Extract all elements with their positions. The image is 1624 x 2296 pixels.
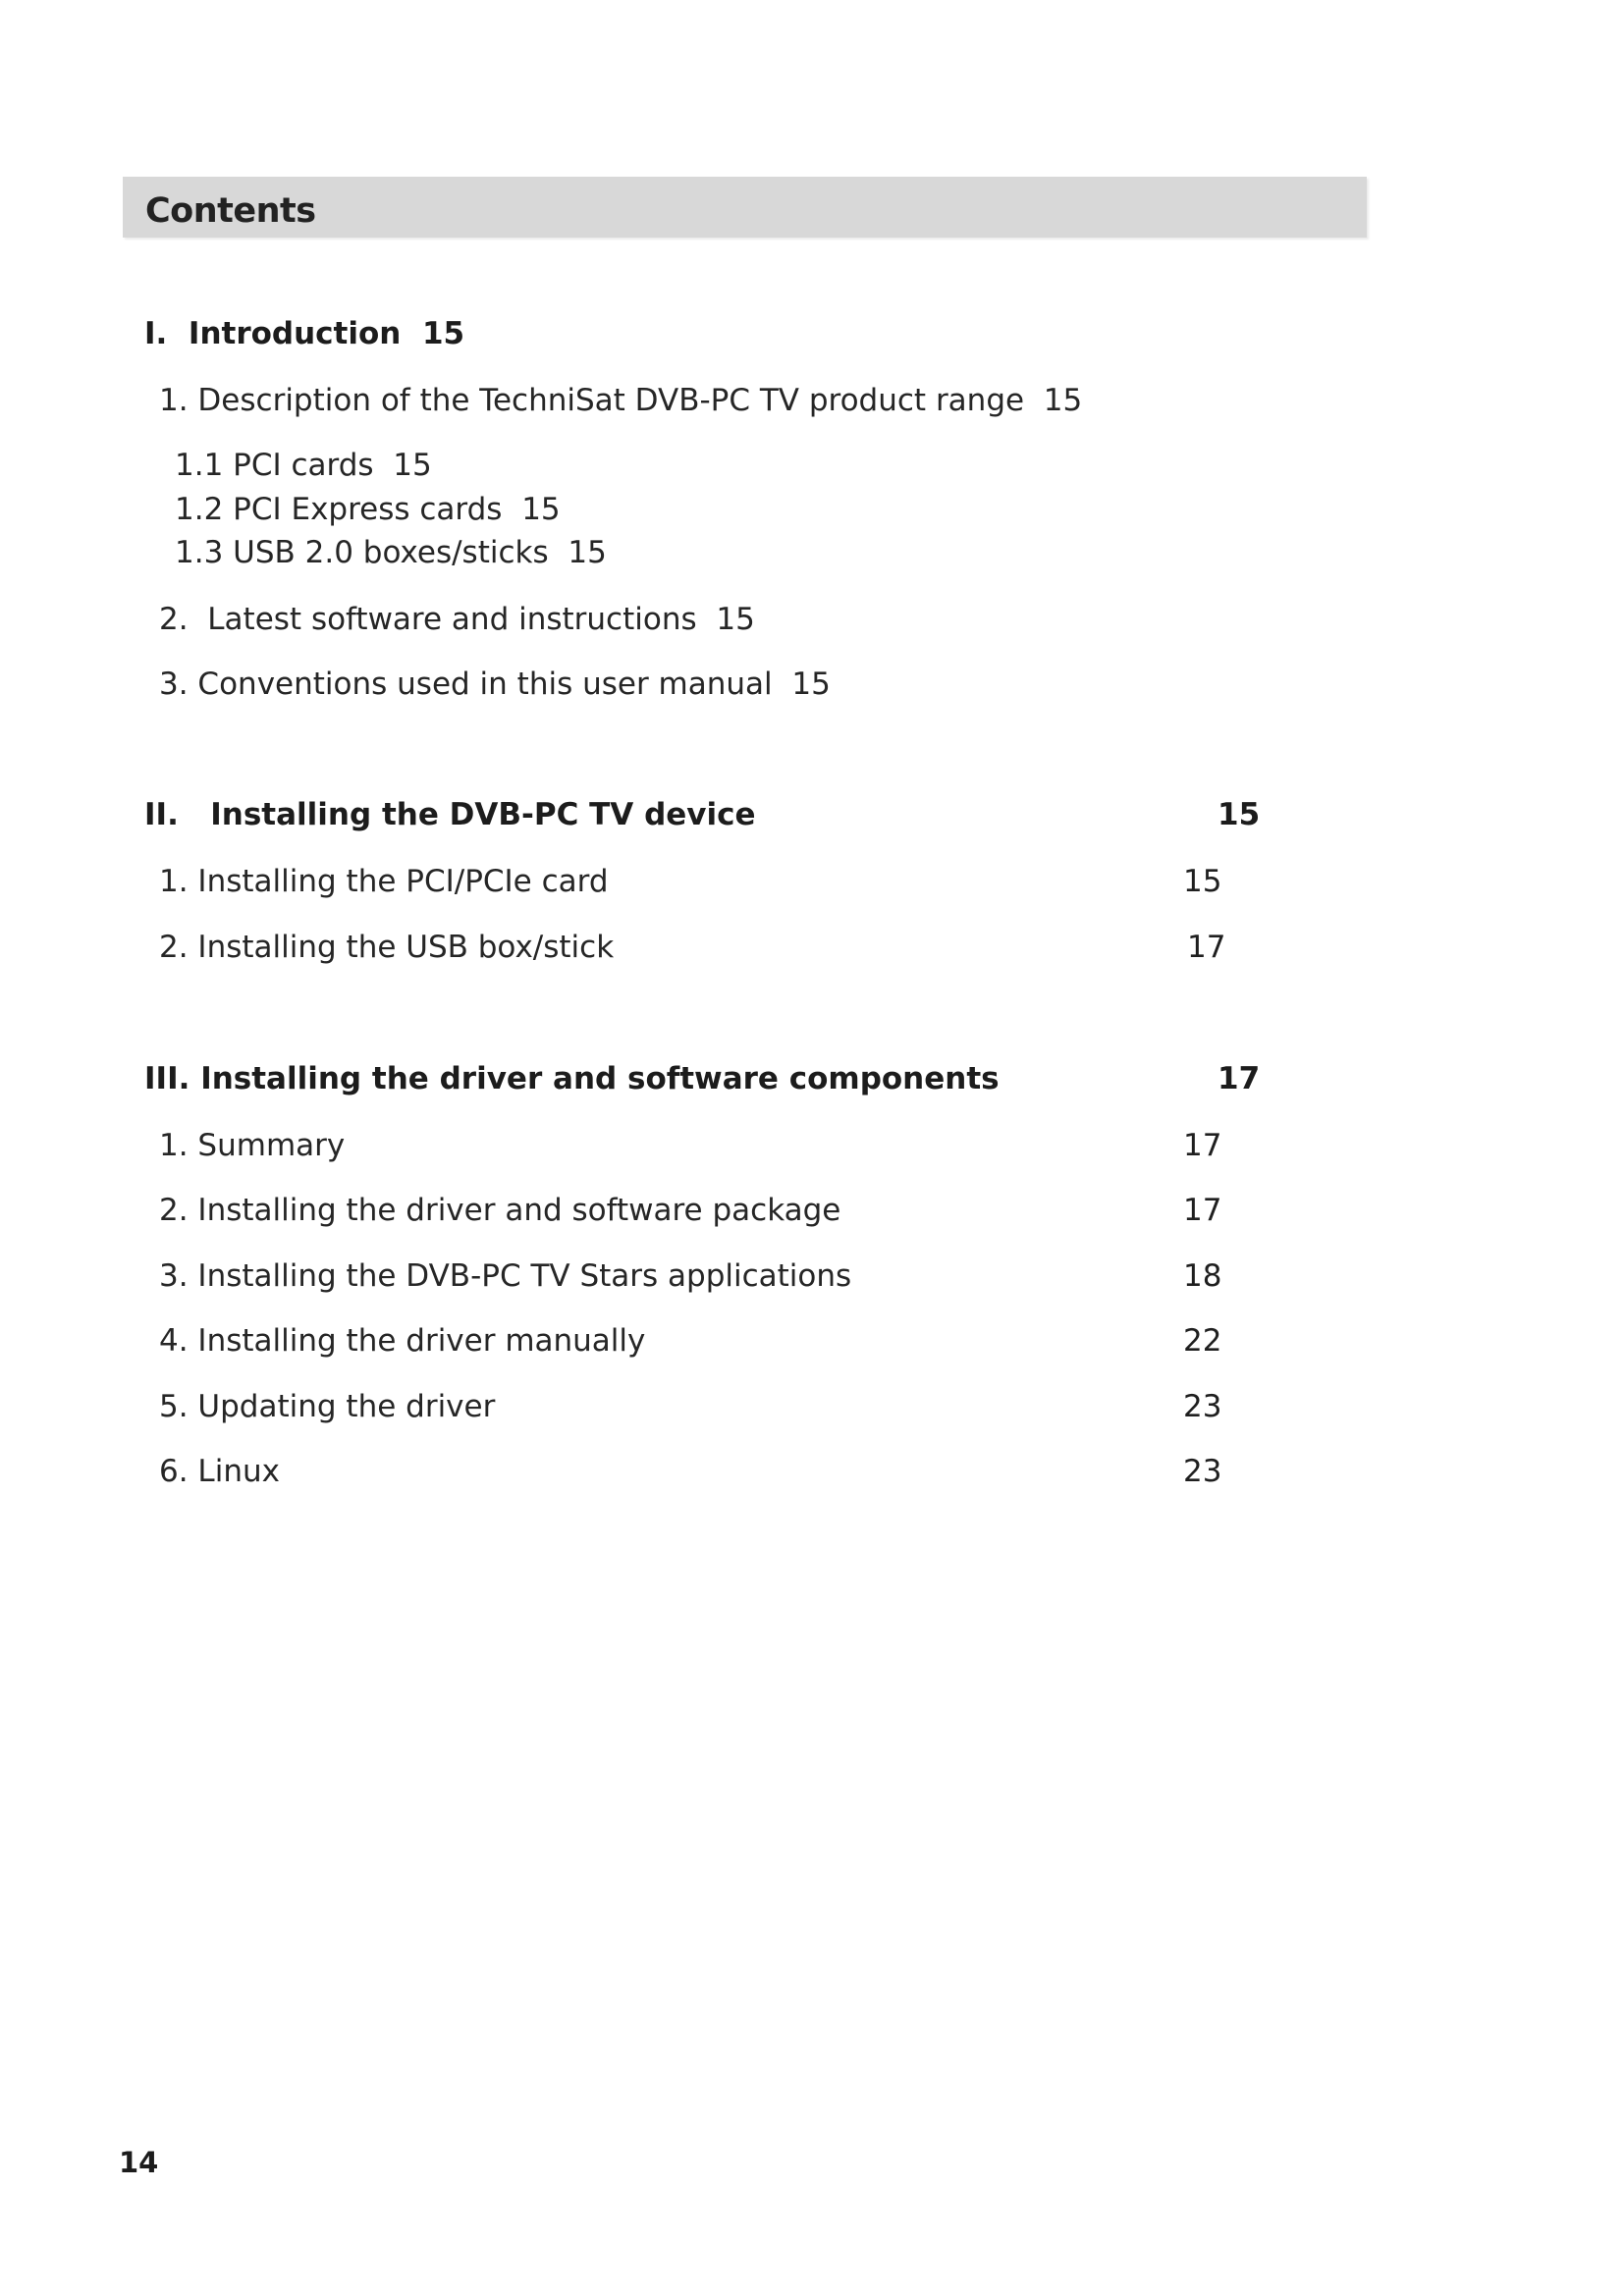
section-page: 17 — [1218, 1061, 1261, 1096]
toc-entry-label: 1.1 PCI cards — [175, 448, 374, 483]
page-title: Contents — [145, 191, 316, 231]
toc-section-heading[interactable] — [144, 316, 464, 351]
section-title: Installing the driver and software components — [200, 1061, 1000, 1096]
toc-entry[interactable] — [159, 1454, 280, 1489]
toc-entry[interactable] — [175, 492, 561, 527]
toc-entry[interactable] — [159, 1323, 645, 1359]
toc-entry[interactable] — [159, 383, 1082, 418]
section-title: Introduction — [188, 316, 402, 351]
section-title: Installing the DVB-PC TV device — [210, 797, 756, 832]
toc-entry[interactable] — [159, 864, 609, 899]
toc-entry-label: 1. Installing the PCI/PCIe card — [159, 864, 609, 899]
toc-entry-page: 15 — [393, 448, 432, 483]
toc-entry-label: 1.3 USB 2.0 boxes/sticks — [175, 535, 549, 570]
section-number: II. — [144, 797, 179, 832]
toc-entry-page: 23 — [1183, 1454, 1222, 1489]
toc-entry[interactable] — [175, 448, 432, 483]
toc-entry-page: 15 — [568, 535, 607, 570]
toc-section-heading[interactable] — [144, 797, 756, 832]
toc-entry-page: 23 — [1183, 1389, 1222, 1424]
toc-entry-label: 6. Linux — [159, 1454, 280, 1489]
toc-entry-label: 2. Installing the driver and software package — [159, 1193, 841, 1228]
toc-entry-label: 1. Summary — [159, 1128, 346, 1163]
toc-entry-page: 17 — [1183, 1128, 1222, 1163]
toc-entry-page: 15 — [521, 492, 561, 527]
toc-section-heading[interactable] — [144, 1061, 1000, 1096]
toc-entry[interactable] — [175, 535, 607, 570]
page-number: 14 — [119, 2146, 159, 2179]
toc-entry-page: 17 — [1183, 1193, 1222, 1228]
toc-entry[interactable] — [159, 1128, 345, 1163]
toc-entry-label: 3. Installing the DVB-PC TV Stars applications — [159, 1258, 852, 1294]
section-number: III. — [144, 1061, 190, 1096]
toc-entry[interactable] — [159, 602, 755, 637]
toc-entry-label: 5. Updating the driver — [159, 1389, 496, 1424]
toc-entry-page: 15 — [791, 667, 831, 702]
section-number: I. — [144, 316, 168, 351]
toc-entry-page: 18 — [1183, 1258, 1222, 1294]
toc-entry-page: 15 — [716, 602, 755, 637]
toc-entry-label: 1.2 PCI Express cards — [175, 492, 503, 527]
toc-entry[interactable] — [159, 667, 831, 702]
section-page: 15 — [1218, 797, 1261, 832]
toc-entry-page: 22 — [1183, 1323, 1222, 1359]
toc-entry[interactable] — [159, 1389, 495, 1424]
toc-entry-label: 1. Description of the TechniSat DVB-PC TV product range — [159, 383, 1025, 418]
section-page: 15 — [421, 316, 465, 351]
toc-entry-label: 4. Installing the driver manually — [159, 1323, 646, 1359]
toc-entry-label: 3. Conventions used in this user manual — [159, 667, 773, 702]
toc-entry-label: 2. Latest software and instructions — [159, 602, 697, 637]
toc-entry-page: 15 — [1043, 383, 1083, 418]
toc-entry[interactable] — [159, 1193, 840, 1228]
toc-entry-label: 2. Installing the USB box/stick — [159, 930, 615, 965]
contents-header-bar — [123, 177, 1367, 238]
toc-entry-page: 17 — [1187, 930, 1226, 965]
toc-entry-page: 15 — [1183, 864, 1222, 899]
toc-entry[interactable] — [159, 930, 614, 965]
toc-entry[interactable] — [159, 1258, 851, 1294]
